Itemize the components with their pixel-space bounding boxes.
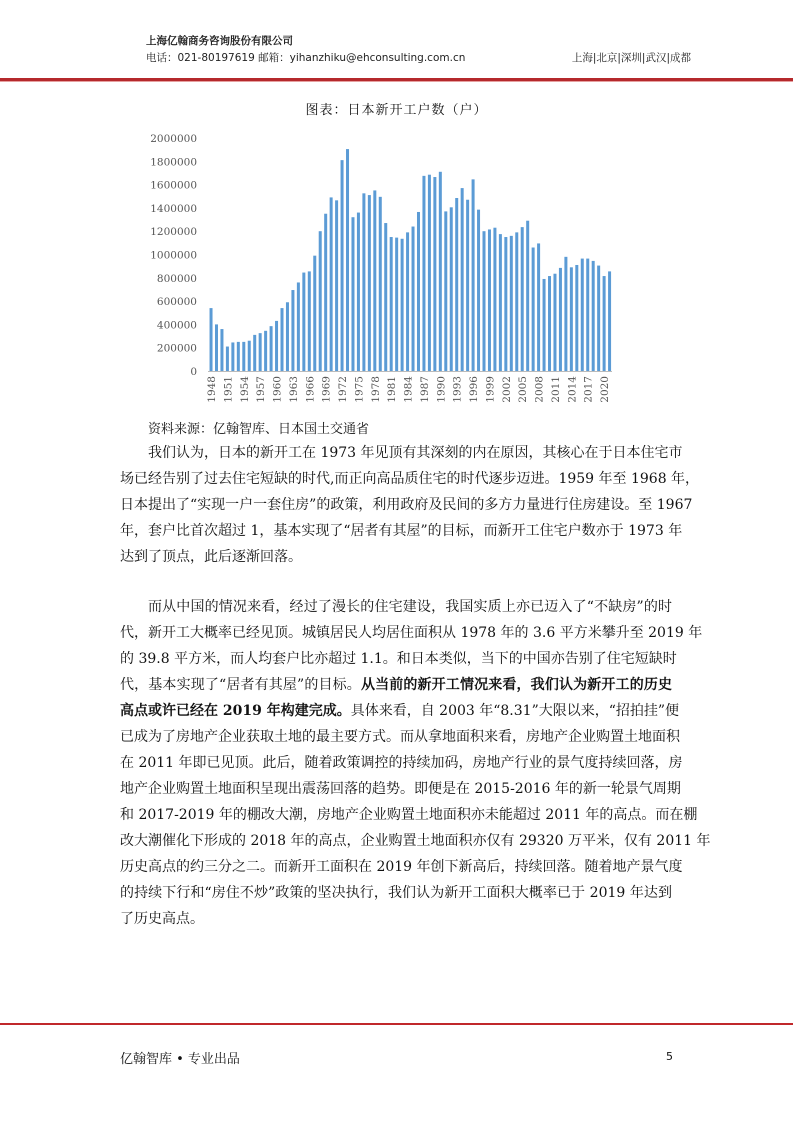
text-segment: 代，基本实现了“居者有其屋”的目标。 <box>120 677 361 693</box>
bar-1964 <box>297 282 300 371</box>
bar-1961 <box>281 308 284 371</box>
x-tick-label: 1987 <box>418 376 431 403</box>
bar-1998 <box>483 231 486 371</box>
page-number: 5 <box>666 1050 673 1063</box>
bar-1957 <box>259 333 262 371</box>
x-tick-label: 1963 <box>287 376 300 403</box>
text-segment: 历史高点的约三分之二。而新开工面积在 2019 年创下新高后，持续回落。随着地产景气度 <box>120 859 683 875</box>
bar-2018 <box>592 261 595 371</box>
paragraph-line <box>120 469 700 489</box>
bar-2011 <box>553 274 556 371</box>
bar-2016 <box>581 259 584 371</box>
bar-2019 <box>597 266 600 371</box>
bar-1993 <box>455 198 458 371</box>
text-segment: 已成为了房地产企业获取土地的最主要方式。而从拿地面积来看，房地产企业购置土地面积 <box>120 729 680 745</box>
bar-2009 <box>543 279 546 371</box>
header-divider-light <box>0 81 793 82</box>
bar-1978 <box>373 190 376 371</box>
y-tick-label: 1800000 <box>150 156 197 169</box>
bar-1972 <box>341 160 344 371</box>
paragraph-line <box>120 857 683 877</box>
bar-1968 <box>319 231 322 371</box>
paragraph-line <box>120 495 693 515</box>
x-tick-label: 1996 <box>468 376 481 403</box>
text-segment: 达到了顶点，此后逐渐回落。 <box>120 549 302 565</box>
bar-1950 <box>220 329 223 371</box>
bar-1969 <box>324 214 327 371</box>
y-tick-label: 1200000 <box>150 226 197 239</box>
bar-1956 <box>253 335 256 371</box>
bar-1982 <box>395 238 398 371</box>
x-tick-label: 1951 <box>222 376 235 403</box>
paragraph-line <box>148 443 683 463</box>
bar-1985 <box>412 227 415 371</box>
paragraph-line <box>120 521 683 541</box>
text-segment: 年，套户比首次超过 1，基本实现了“居者有其屋”的目标，而新开工住宅户数亦于 1973 年 <box>120 523 683 539</box>
bar-1981 <box>390 237 393 371</box>
y-tick-label: 2000000 <box>150 133 197 145</box>
footer-brand: 亿翰智库 • 专业出品 <box>120 1052 240 1067</box>
bar-1975 <box>357 213 360 371</box>
x-tick-label: 1954 <box>238 376 251 403</box>
bar-2004 <box>515 232 518 371</box>
x-tick-label: 2017 <box>582 376 595 403</box>
bar-2013 <box>564 257 567 371</box>
bar-1959 <box>270 326 273 371</box>
paragraph-line <box>120 675 672 695</box>
bar-1996 <box>472 179 475 371</box>
bar-chart <box>140 125 620 410</box>
y-tick-label: 1000000 <box>150 249 197 262</box>
bar-1951 <box>226 347 229 371</box>
text-segment: 和 2017-2019 年的棚改大潮，房地产企业购置土地面积亦未能超过 2011 年的高点。而在棚 <box>120 807 698 823</box>
text-segment: 的持续下行和“房住不炒”政策的坚决执行，我们认为新开工面积大概率已于 2019 年达到 <box>120 885 672 901</box>
y-tick-label: 200000 <box>156 342 197 355</box>
bar-2006 <box>526 221 529 371</box>
text-segment: 场已经告别了过去住宅短缺的时代,而正向高品质住宅的时代逐步迈进。1959 年至 1968 年， <box>120 471 700 487</box>
text-segment: 代，新开工大概率已经见顶。城镇居民人均居住面积从 1978 年的 3.6 平方米攀升至 2019 年 <box>120 625 703 641</box>
bar-1986 <box>417 212 420 371</box>
office-cities: 上海|北京|深圳|武汉|成都 <box>571 52 691 64</box>
bar-1963 <box>291 290 294 371</box>
bar-1999 <box>488 229 491 371</box>
x-tick-label: 1978 <box>369 376 382 403</box>
bar-2008 <box>537 243 540 371</box>
bar-1987 <box>422 176 425 371</box>
x-tick-label: 2005 <box>517 376 530 403</box>
x-tick-label: 1993 <box>451 376 464 403</box>
bar-2012 <box>559 268 562 371</box>
bar-1952 <box>231 342 234 371</box>
text-segment: 我们认为，日本的新开工在 1973 年见顶有其深刻的内在原因，其核心在于日本住宅市 <box>148 445 683 461</box>
bar-1997 <box>477 210 480 371</box>
bar-2007 <box>532 248 535 371</box>
bar-1966 <box>308 271 311 371</box>
y-tick-label: 800000 <box>156 272 197 285</box>
x-tick-label: 1999 <box>484 376 497 403</box>
y-tick-label: 400000 <box>156 319 197 332</box>
y-tick-label: 0 <box>190 366 197 378</box>
text-segment: 的 39.8 平方米，而人均套户比亦超过 1.1。和日本类似，当下的中国亦告别了住宅短缺时 <box>120 651 677 667</box>
paragraph-line <box>120 805 698 825</box>
bar-1965 <box>302 273 305 371</box>
x-tick-label: 2008 <box>533 376 546 403</box>
x-tick-label: 2011 <box>549 376 562 403</box>
bar-1976 <box>362 193 365 371</box>
bar-1971 <box>335 200 338 371</box>
bar-2003 <box>510 236 513 371</box>
y-tick-label: 1600000 <box>150 179 197 192</box>
bar-1960 <box>275 321 278 371</box>
text-segment: 地产企业购置土地面积呈现出震荡回落的趋势。即便是在 2015-2016 年的新一轮景气周期 <box>120 781 681 797</box>
x-tick-label: 1990 <box>435 376 448 403</box>
paragraph-line <box>120 649 677 669</box>
bar-2001 <box>499 234 502 371</box>
x-tick-label: 1975 <box>353 376 366 403</box>
bar-1962 <box>286 302 289 371</box>
text-segment: 而从中国的情况来看，经过了漫长的住宅建设，我国实质上亦已迈入了“不缺房”的时 <box>148 599 672 615</box>
bar-1988 <box>428 175 431 371</box>
paragraph-line <box>120 779 681 799</box>
text-segment: 具体来看，自 2003 年“8.31”大限以来，“招拍挂”便 <box>350 703 680 719</box>
x-tick-label: 2002 <box>500 376 513 403</box>
chart-source: 资料来源：亿翰智库、日本国土交通省 <box>148 422 370 437</box>
bar-1989 <box>433 177 436 371</box>
bar-1980 <box>384 223 387 371</box>
paragraph-line <box>120 883 672 903</box>
bar-1970 <box>330 197 333 371</box>
bar-1955 <box>248 341 251 371</box>
bar-1983 <box>401 239 404 371</box>
bar-1979 <box>379 197 382 371</box>
paragraph-line <box>148 597 672 617</box>
x-tick-label: 1960 <box>271 376 284 403</box>
chart-title: 图表：日本新开工户数（户） <box>305 103 488 118</box>
bar-1948 <box>210 308 213 371</box>
bar-2005 <box>521 227 524 371</box>
bar-2002 <box>504 237 507 371</box>
bar-2017 <box>586 259 589 371</box>
bar-1953 <box>237 342 240 371</box>
paragraph-line <box>120 831 711 851</box>
x-tick-label: 2014 <box>566 376 579 403</box>
bar-1954 <box>242 342 245 371</box>
bar-1992 <box>450 207 453 371</box>
y-tick-label: 600000 <box>156 296 197 309</box>
bar-1958 <box>264 331 267 371</box>
bar-1994 <box>461 188 464 371</box>
bar-1949 <box>215 324 218 371</box>
x-tick-label: 1984 <box>402 376 415 403</box>
bold-text: 高点或许已经在 2019 年构建完成。 <box>120 703 351 719</box>
bar-2014 <box>570 267 573 371</box>
bar-1990 <box>439 172 442 371</box>
bar-1984 <box>406 232 409 371</box>
bar-2020 <box>603 276 606 371</box>
x-tick-label: 1981 <box>386 376 399 403</box>
text-segment: 在 2011 年即已见顶。此后，随着政策调控的持续加码，房地产行业的景气度持续回落，房 <box>120 755 683 771</box>
company-name: 上海亿翰商务咨询股份有限公司 <box>146 35 293 47</box>
paragraph-line <box>120 547 672 567</box>
bar-2000 <box>493 228 496 371</box>
x-tick-label: 2020 <box>599 376 612 403</box>
paragraph-line <box>120 727 680 747</box>
bold-text: 从当前的新开工情况来看，我们认为新开工的历史 <box>360 677 672 693</box>
x-tick-label: 1957 <box>255 376 268 403</box>
paragraph-line <box>120 909 672 929</box>
text-segment: 改大潮催化下形成的 2018 年的高点，企业购置土地面积亦仅有 29320 万平米，仅有 2011 年 <box>120 833 711 849</box>
bar-1977 <box>368 195 371 371</box>
x-tick-label: 1969 <box>320 376 333 403</box>
paragraph-line <box>120 753 683 773</box>
bar-1967 <box>313 256 316 371</box>
bar-1974 <box>351 217 354 371</box>
paragraph-line <box>120 701 680 721</box>
x-tick-label: 1966 <box>304 376 317 403</box>
bar-1995 <box>466 200 469 371</box>
contact-info: 电话：021-80197619 邮箱：yihanzhiku@ehconsulting.com.cn <box>146 52 466 64</box>
paragraph-line <box>120 623 703 643</box>
text-segment: 日本提出了“实现一户一套住房”的政策，利用政府及民间的多方力量进行住房建设。至 1967 <box>120 497 693 513</box>
bar-2015 <box>575 265 578 371</box>
x-tick-label: 1948 <box>206 376 219 403</box>
bar-1973 <box>346 149 349 371</box>
footer-divider <box>0 1023 793 1025</box>
bar-2021 <box>608 271 611 371</box>
bar-2010 <box>548 276 551 371</box>
text-segment: 了历史高点。 <box>120 911 204 927</box>
y-tick-label: 1400000 <box>150 202 197 215</box>
x-tick-label: 1972 <box>337 376 350 403</box>
bar-1991 <box>444 211 447 371</box>
